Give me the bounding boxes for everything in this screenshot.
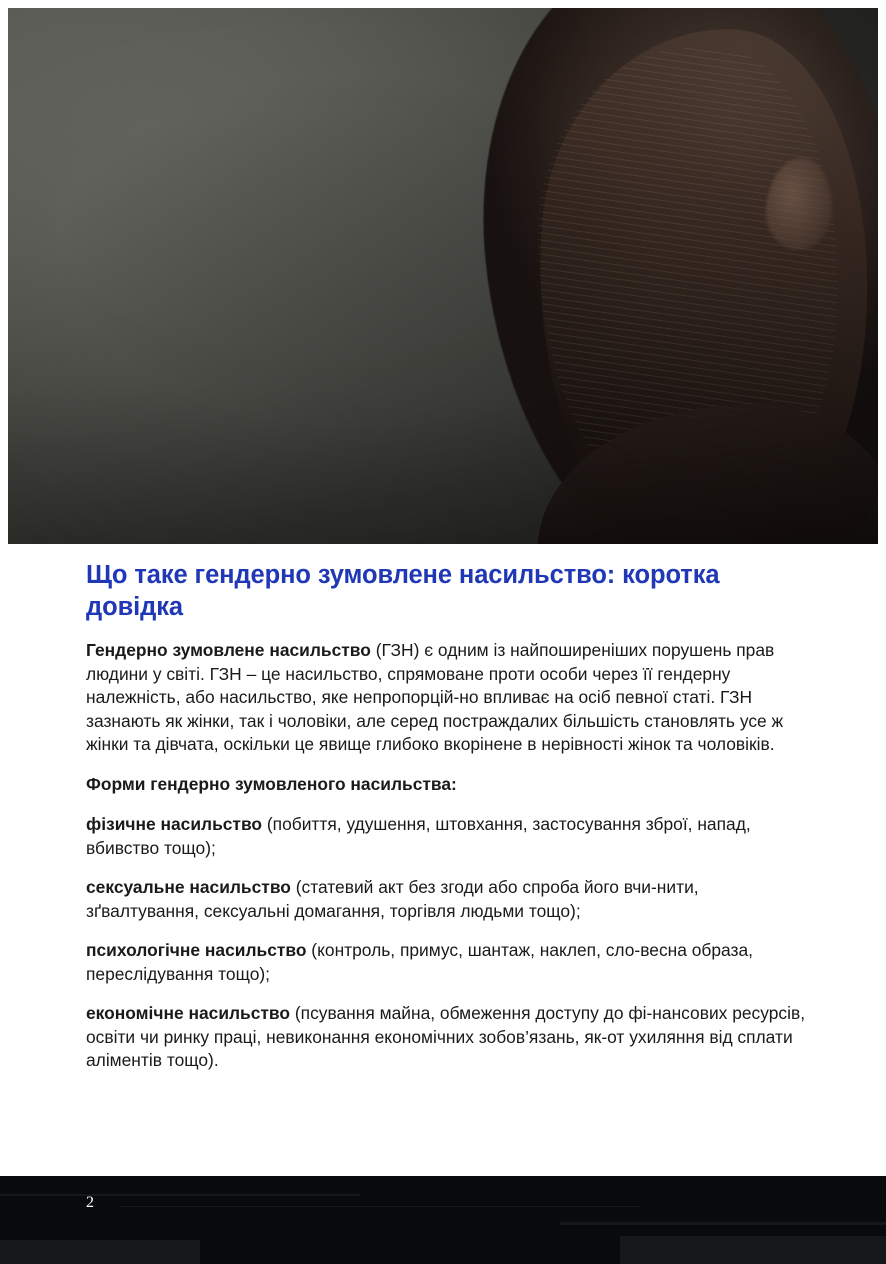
footer-streak: [560, 1222, 886, 1225]
hero-vignette: [8, 8, 878, 544]
paragraph-sexual-violence: [86, 876, 816, 923]
paragraph-physical-violence: [86, 813, 816, 860]
paragraph-intro: [86, 639, 816, 756]
paragraph-intro-lead: Гендерно зумовлене насильство: [86, 640, 371, 661]
paragraph-intro-rest: (ГЗН) є одним із найпоширеніших порушень прав людини у світі. ГЗН – це насильство, спрямоване проти особи через її гендерну належність, або насильство, яке непропорцій-но впливає на осіб певної статі. ГЗН зазнають як жінки, так і чоловіки, але серед постраждалих більшість становлять усе ж жінки та дівчата, оскільки це явище глибоко вкорінене в нерівності жінок та чоловіків.: [86, 640, 784, 755]
physical-violence-lead: фізичне насильство: [86, 814, 263, 835]
article-content: [86, 560, 816, 1088]
sexual-violence-rest: (статевий акт без згоди або спроба його вчи-нити, зґвалтування, сексуальні домагання, торгівля людьми тощо);: [86, 877, 699, 921]
paragraph-economic-violence: [86, 1002, 816, 1072]
economic-violence-lead: економічне насильство: [86, 1003, 291, 1024]
forms-heading-lead: Форми гендерно зумовленого насильства:: [86, 773, 457, 794]
footer-streak: [620, 1236, 886, 1264]
footer-streak: [0, 1240, 200, 1264]
hero-photo: [8, 8, 878, 544]
physical-violence-rest: (побиття, удушення, штовхання, застосування зброї, напад, вбивство тощо);: [86, 814, 751, 858]
sexual-violence-lead: сексуальне насильство: [86, 877, 291, 898]
paragraph-forms-heading: [86, 773, 816, 796]
economic-violence-rest: (псування майна, обмеження доступу до фі-нансових ресурсів, освіти чи ринку праці, невиконання економічних зобов’язань, як-от ухиляння від сплати аліментів тощо).: [86, 1003, 806, 1070]
paragraph-psychological-violence: [86, 939, 816, 986]
psychological-violence-rest: (контроль, примус, шантаж, наклеп, сло-весна образа, переслідування тощо);: [86, 940, 754, 984]
page-number: 2: [86, 1194, 94, 1211]
footer-streak: [0, 1194, 360, 1196]
psychological-violence-lead: психологічне насильство: [86, 940, 307, 961]
footer-band: [0, 1176, 886, 1264]
footer-streak: [120, 1206, 640, 1207]
page-title: Що таке гендерно зумовлене насильство: коротка довідка: [86, 561, 720, 621]
